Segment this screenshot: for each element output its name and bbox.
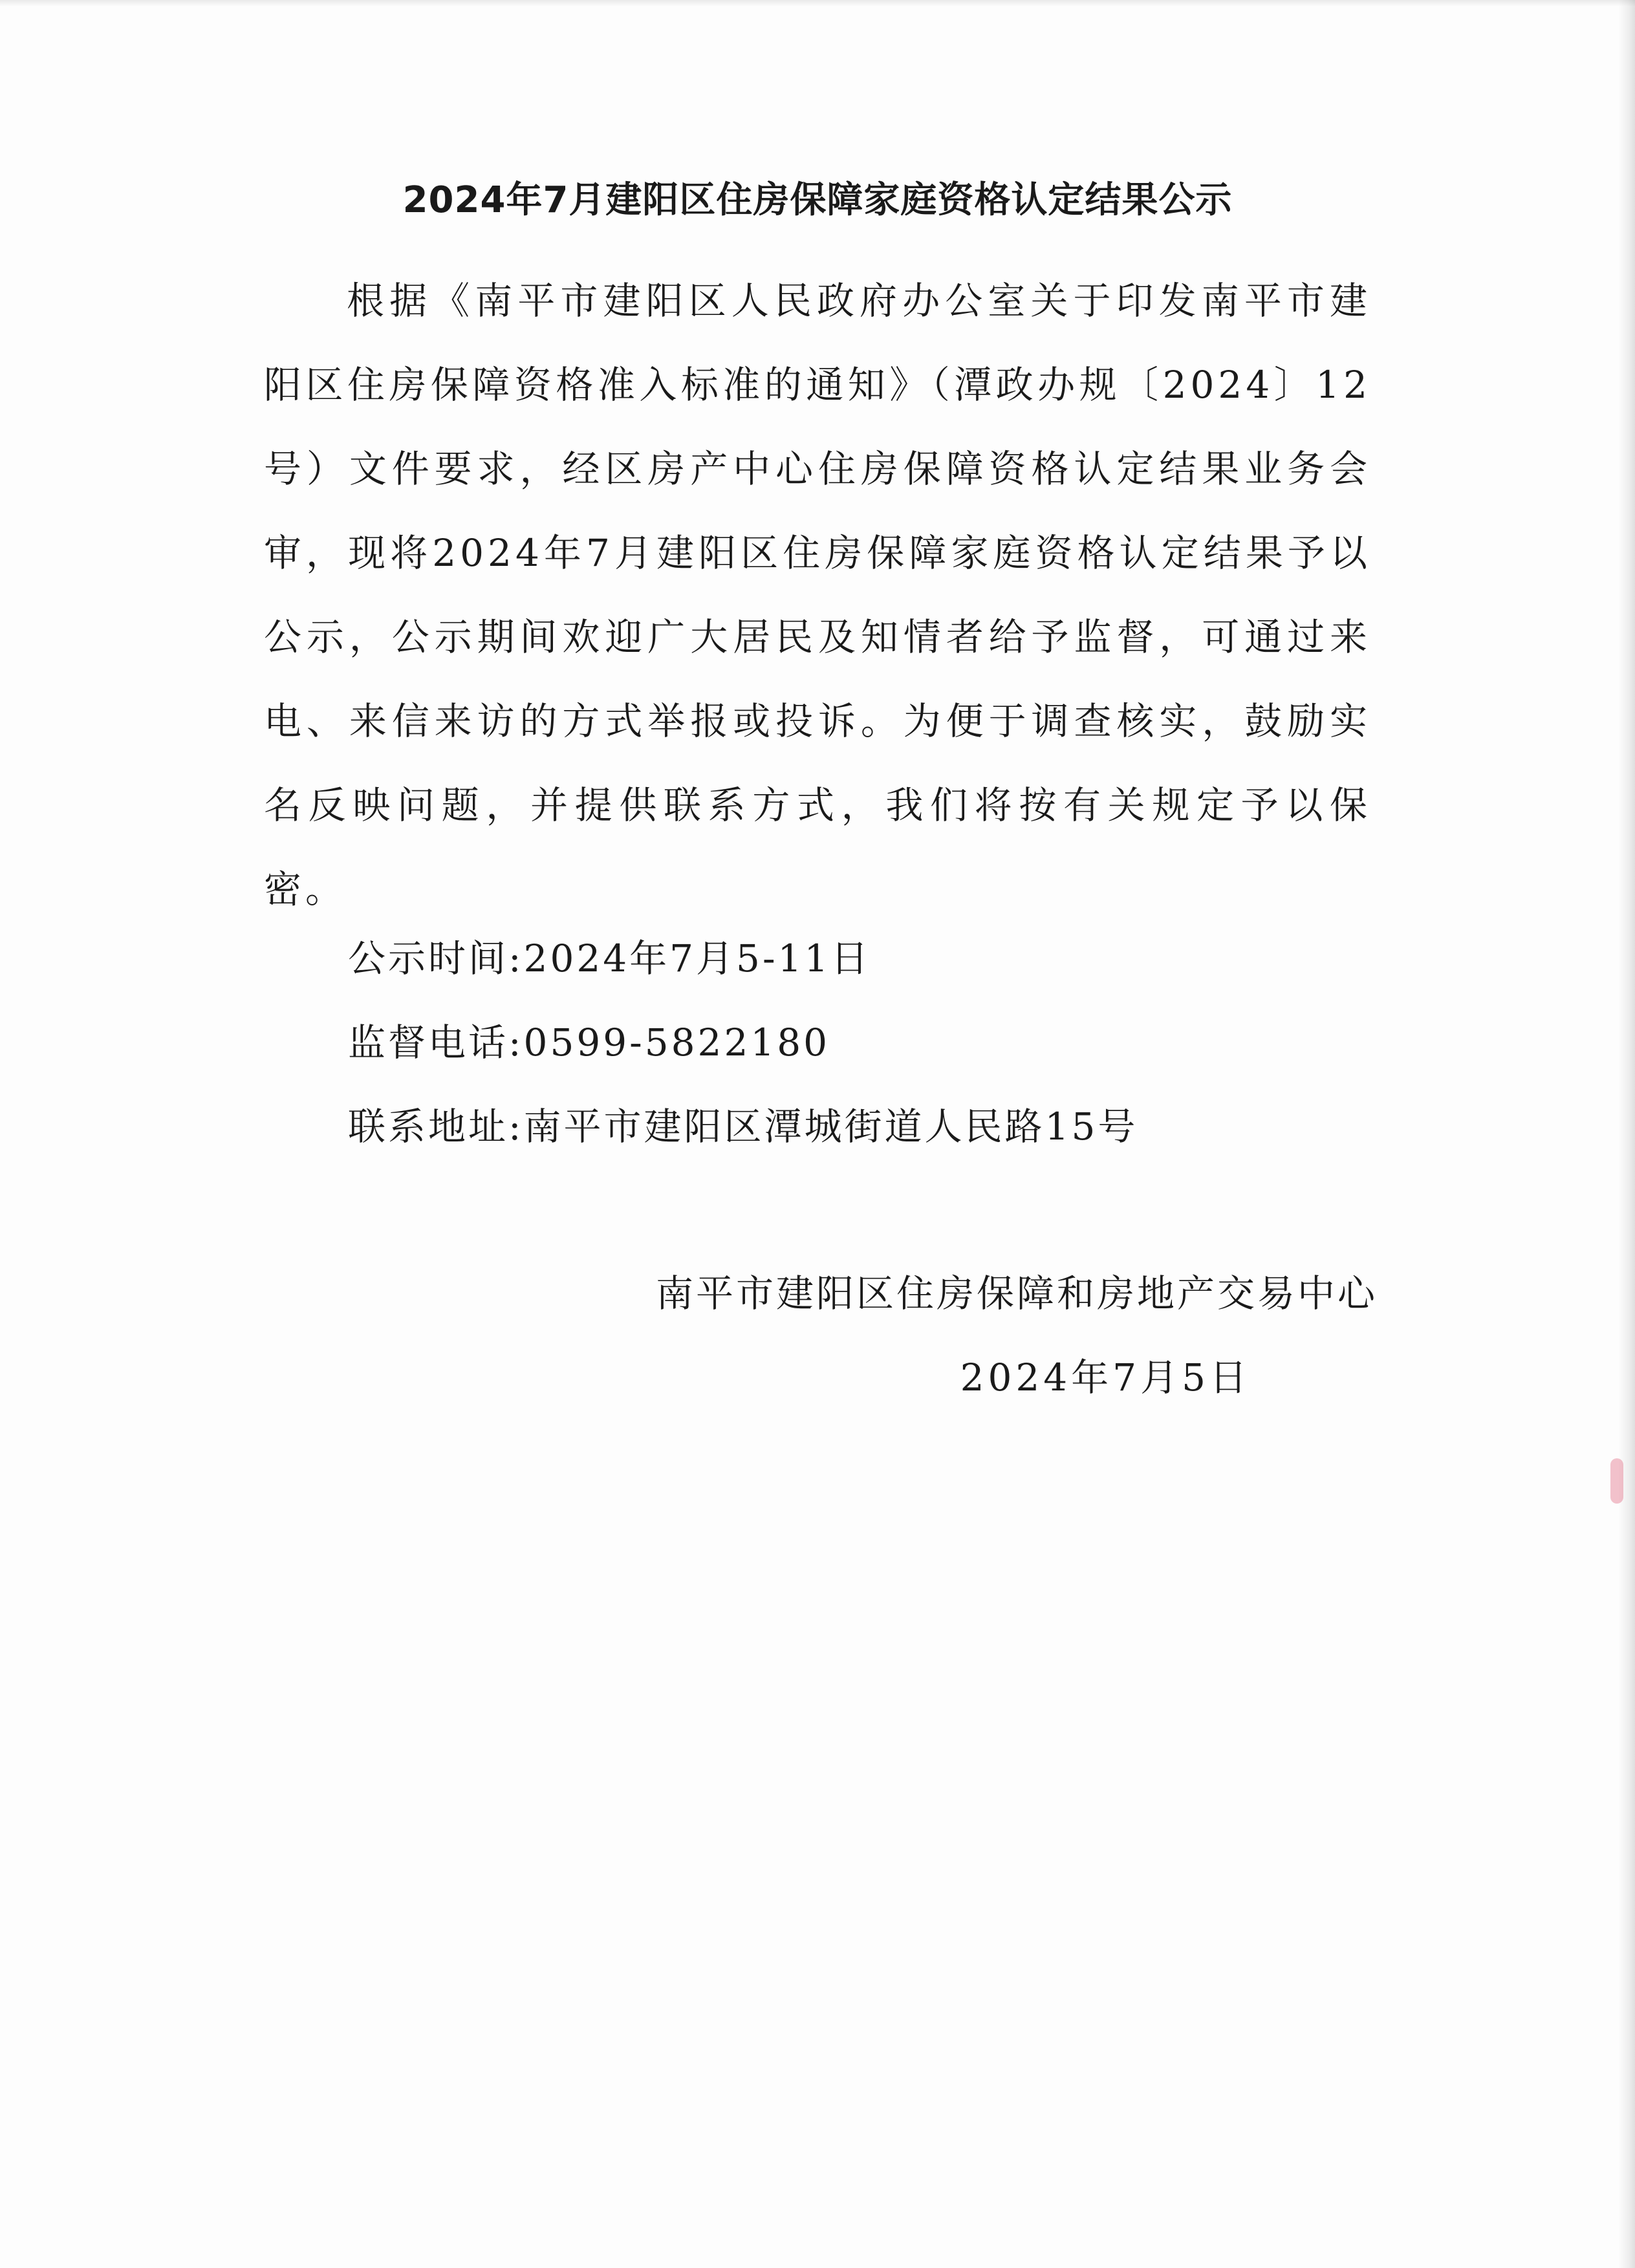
scan-edge-top <box>0 0 1635 6</box>
supervision-phone: 监督电话:0599-5822180 <box>348 1021 830 1064</box>
signature-organization: 南平市建阳区住房保障和房地产交易中心 <box>655 1271 1378 1315</box>
seal-ink-mark <box>1610 1458 1623 1504</box>
notice-body: 根据《南平市建阳区人民政府办公室关于印发南平市建阳区住房保障资格准入标准的通知》（潭政办规〔2024〕12号）文件要求，经区房产中心住房保障资格认定结果业务会审，现将2024年7月建阳区住房保障家庭资格认定结果予以公示，公示期间欢迎广大居民及知情者给予监督，可通过来电、来信来访的方式举报或投诉。为便于调查核实，鼓励实名反映问题，并提供联系方式，我们将按有关规定予以保密。 <box>264 279 1371 911</box>
signature-date: 2024年7月5日 <box>960 1355 1251 1399</box>
scan-edge-right <box>1618 0 1635 2268</box>
contact-address: 联系地址:南平市建阳区潭城街道人民路15号 <box>348 1105 1138 1149</box>
notice-title: 2024年7月建阳区住房保障家庭资格认定结果公示 <box>402 179 1233 221</box>
publicity-period: 公示时间:2024年7月5-11日 <box>348 936 871 980</box>
